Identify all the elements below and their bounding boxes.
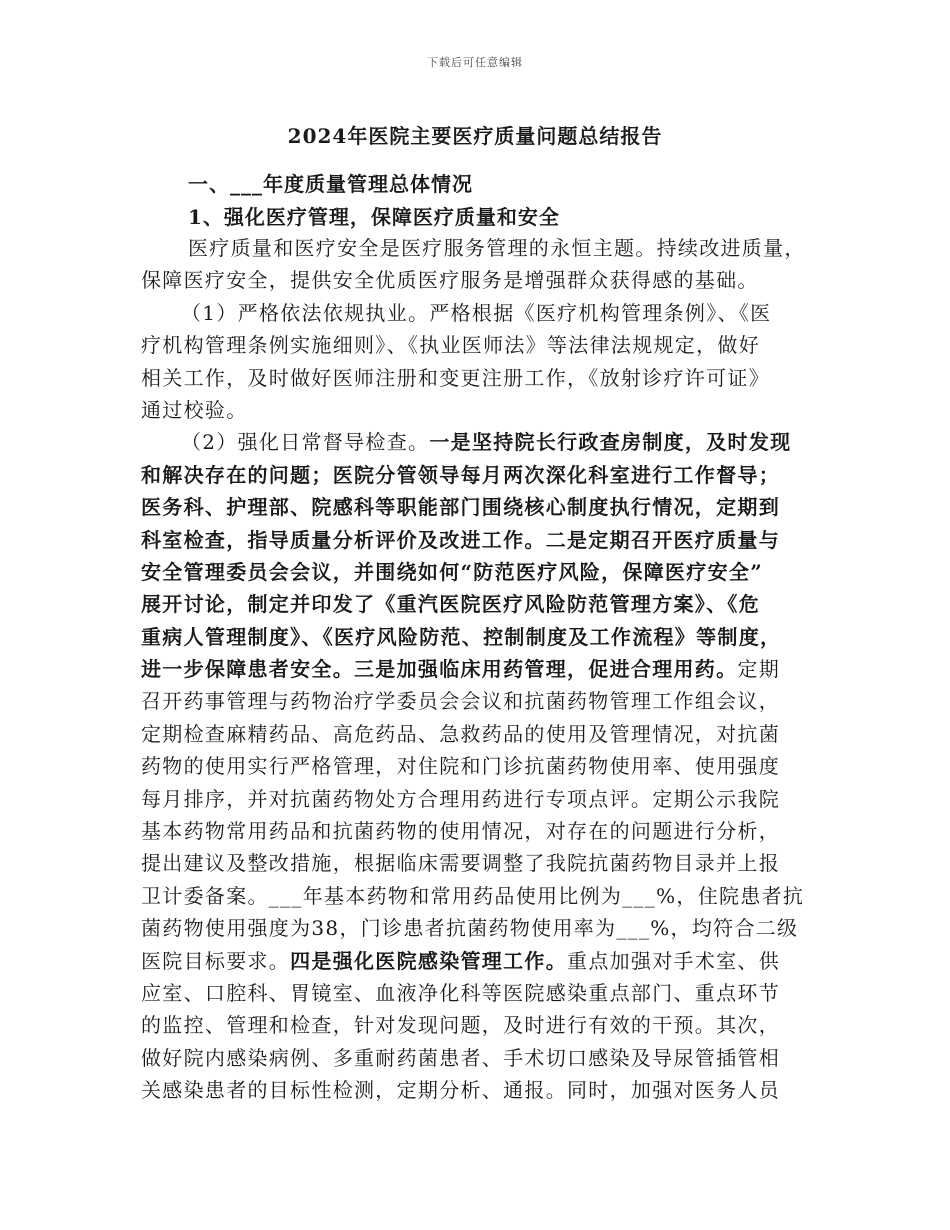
text-line <box>141 264 813 296</box>
text-line <box>141 685 813 717</box>
text-line <box>141 1042 813 1074</box>
text-segment: 保障医疗安全，提供安全优质医疗服务是增强群众获得感的基础。 <box>141 268 759 293</box>
text-line <box>141 977 813 1009</box>
bold-text-segment: 和解决存在的问题；医院分管领导每月两次深化科室进行工作督导； <box>141 462 780 487</box>
text-segment: 医院目标要求。 <box>141 948 291 973</box>
text-segment: 相关工作，及时做好医师注册和变更注册工作，《放射诊疗许可证》 <box>141 365 770 390</box>
text-segment: 重点加强对手术室、供 <box>567 948 781 973</box>
text-segment: 召开药事管理与药物治疗学委员会会议和抗菌药物管理工作组会议， <box>141 689 780 714</box>
text-line <box>141 653 813 685</box>
bold-text-segment: 展开讨论，制定并印发了《重汽医院医疗风险防范管理方案》、《危 <box>141 592 760 617</box>
subsection-heading: 1、强化医疗管理，保障医疗质量和安全 <box>188 205 560 229</box>
text-segment: 关感染患者的目标性检测，定期分析、通报。同时，加强对医务人员 <box>141 1078 780 1103</box>
text-segment: 疗机构管理条例实施细则》、《执业医师法》等法律法规规定，做好 <box>141 333 760 358</box>
text-line <box>141 783 813 815</box>
bold-text-segment: 科室检查，指导质量分析评价及改进工作。二是定期召开医疗质量与 <box>141 527 780 552</box>
text-segment: 定期 <box>737 657 781 682</box>
text-segment: 提出建议及整改措施，根据临床需要调整了我院抗菌药物目录并上报 <box>141 851 780 876</box>
bold-text-segment: 进一步保障患者安全。三是加强临床用药管理，促进合理用药。 <box>141 657 738 682</box>
text-line <box>141 524 813 556</box>
text-segment: 每月排序，并对抗菌药物处方合理用药进行专项点评。定期公示我院 <box>141 786 780 811</box>
text-segment: 卫计委备案。___年基本药物和常用药品使用比例为___%，住院患者抗 <box>141 883 805 908</box>
text-line <box>141 297 813 329</box>
text-line <box>141 556 813 588</box>
text-segment: 医疗质量和医疗安全是医疗服务管理的永恒主题。持续改进质量， <box>188 236 806 260</box>
text-segment: 应室、口腔科、胃镜室、血液净化科等医院感染重点部门、重点环节 <box>141 980 780 1005</box>
text-line <box>141 588 813 620</box>
body-text <box>141 232 813 1107</box>
bold-text-segment: 重病人管理制度》、《医疗风险防范、控制制度及工作流程》等制度， <box>141 624 782 649</box>
text-line <box>141 459 813 491</box>
text-segment: 菌药物使用强度为38，门诊患者抗菌药物使用率为___%，均符合二级 <box>141 916 799 941</box>
text-line <box>141 945 813 977</box>
text-segment: 药物的使用实行严格管理，对住院和门诊抗菌药物使用率、使用强度 <box>141 754 780 779</box>
text-line <box>141 718 813 750</box>
section-heading: 一、___年度质量管理总体情况 <box>188 172 473 196</box>
text-line <box>141 232 813 264</box>
text-line <box>141 362 813 394</box>
text-segment: 做好院内感染病例、多重耐药菌患者、手术切口感染及导尿管插管相 <box>141 1045 780 1070</box>
text-line <box>141 750 813 782</box>
text-segment: 通过校验。 <box>141 397 248 422</box>
text-line <box>141 426 813 458</box>
text-line <box>141 1009 813 1041</box>
text-line <box>141 394 813 426</box>
text-line <box>141 621 813 653</box>
text-line <box>141 329 813 361</box>
header-note: 下载后可任意编辑 <box>427 56 523 69</box>
bold-text-segment: 医务科、护理部、院感科等职能部门围绕核心制度执行情况，定期到 <box>141 495 780 520</box>
text-line <box>141 815 813 847</box>
page-title: 2024年医院主要医疗质量问题总结报告 <box>287 124 663 148</box>
text-segment: 基本药物常用药品和抗菌药物的使用情况，对存在的问题进行分析， <box>141 819 780 844</box>
text-line <box>141 491 813 523</box>
bold-text-segment: 安全管理委员会会议，并围绕如何“防范医疗风险，保障医疗安全” <box>141 559 764 584</box>
text-line <box>141 847 813 879</box>
bold-text-segment: 四是强化医院感染管理工作。 <box>290 948 568 973</box>
text-line <box>141 880 813 912</box>
text-segment: （2）强化日常督导检查。 <box>181 430 430 455</box>
text-line <box>141 912 813 944</box>
text-segment: 的监控、管理和检查，针对发现问题，及时进行有效的干预。其次， <box>141 1013 780 1038</box>
text-segment: （1）严格依法依规执业。严格根据《医疗机构管理条例》、《医 <box>181 300 772 325</box>
bold-text-segment: 一是坚持院长行政查房制度，及时发现 <box>429 430 792 455</box>
text-segment: 定期检查麻精药品、高危药品、急救药品的使用及管理情况，对抗菌 <box>141 721 780 746</box>
text-line <box>141 1074 813 1106</box>
